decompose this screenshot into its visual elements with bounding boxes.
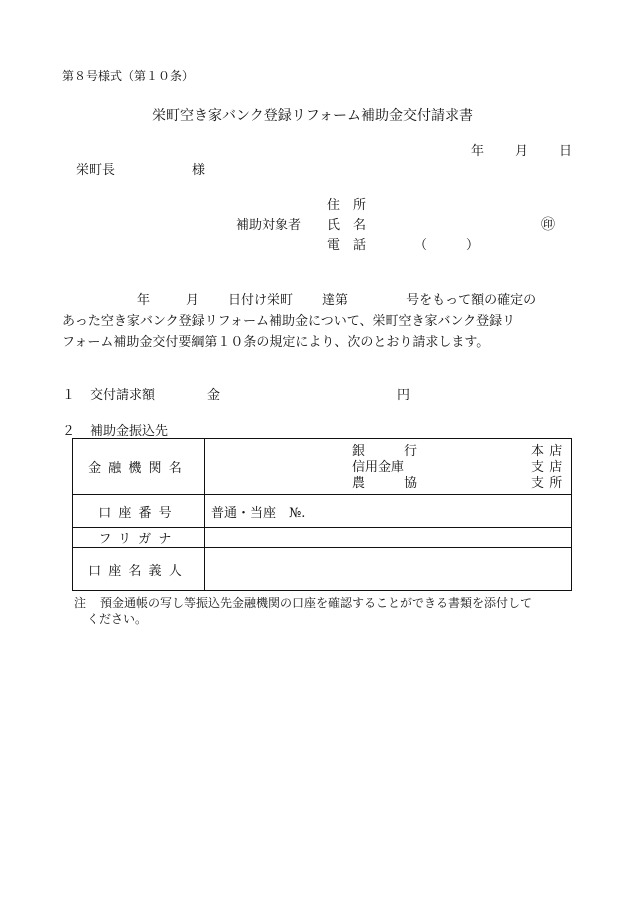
note-line-1: 預金通帳の写し等振込先金融機関の口座を確認することができる書類を添付して bbox=[100, 596, 533, 610]
account-number-row bbox=[73, 495, 572, 528]
date-day-label: 日 bbox=[559, 144, 573, 159]
bank-transfer-table bbox=[72, 438, 572, 591]
phone-label: 電 話 bbox=[327, 238, 367, 253]
account-number-cell[interactable] bbox=[205, 495, 572, 528]
seal-mark: ㊞ bbox=[541, 217, 555, 233]
body-tatsu: 達第 bbox=[322, 293, 349, 308]
furigana-cell[interactable] bbox=[205, 528, 572, 548]
furigana-row bbox=[73, 528, 572, 548]
item1-kin: 金 bbox=[207, 388, 221, 403]
request-body-line-1 bbox=[62, 290, 574, 311]
addressee-name: 栄町長 bbox=[76, 163, 116, 178]
date-month-label: 月 bbox=[515, 144, 529, 159]
note-prefix: 注 bbox=[74, 596, 87, 610]
honten-option: 本店 bbox=[531, 444, 568, 459]
account-holder-label: 口座名義人 bbox=[73, 548, 205, 591]
item1-yen: 円 bbox=[397, 388, 411, 403]
body-year: 年 bbox=[137, 293, 151, 308]
request-body-line-2: あった空き家バンク登録リフォーム補助金について、栄町空き家バンク登録リ bbox=[62, 314, 516, 329]
account-holder-row bbox=[73, 548, 572, 591]
address-label: 住 所 bbox=[327, 198, 367, 213]
institution-row bbox=[73, 439, 572, 495]
item2-label: 補助金振込先 bbox=[90, 424, 169, 439]
nokyo-option: 農 協 bbox=[352, 476, 418, 491]
shisho-option: 支所 bbox=[531, 476, 568, 491]
note-line-2: ください。 bbox=[87, 612, 148, 626]
form-number: 第８号様式（第１０条） bbox=[62, 69, 195, 83]
item2-number: ２ bbox=[62, 424, 76, 439]
account-holder-cell[interactable] bbox=[205, 548, 572, 591]
account-number-label: 口座番号 bbox=[73, 495, 205, 528]
shiten-option: 支店 bbox=[531, 460, 568, 475]
request-body-line-3: フォーム補助金交付要綱第１０条の規定により、次のとおり請求します。 bbox=[62, 335, 490, 350]
item1-number: １ bbox=[62, 388, 76, 403]
institution-cell[interactable] bbox=[205, 439, 572, 495]
furigana-label: フリガナ bbox=[73, 528, 205, 548]
date-year-label: 年 bbox=[471, 144, 485, 159]
bank-option: 銀 行 bbox=[352, 444, 418, 459]
body-line1-end: 号をもって額の確定の bbox=[406, 293, 537, 308]
item1-label: 交付請求額 bbox=[90, 388, 156, 403]
institution-label: 金融機関名 bbox=[73, 439, 205, 495]
shinkin-option: 信用金庫 bbox=[352, 460, 405, 475]
account-type-text: 普通・当座 №. bbox=[211, 505, 306, 521]
applicant-role: 補助対象者 bbox=[236, 218, 302, 233]
body-date-sakae: 日付け栄町 bbox=[228, 293, 294, 308]
page-title: 栄町空き家バンク登録リフォーム補助金交付請求書 bbox=[152, 108, 474, 124]
phone-open-paren: （ bbox=[414, 238, 428, 253]
addressee-honorific: 様 bbox=[192, 163, 206, 178]
phone-close-paren: ） bbox=[466, 238, 480, 253]
name-label: 氏 名 bbox=[327, 218, 367, 233]
body-month: 月 bbox=[186, 293, 200, 308]
request-body bbox=[62, 290, 574, 353]
